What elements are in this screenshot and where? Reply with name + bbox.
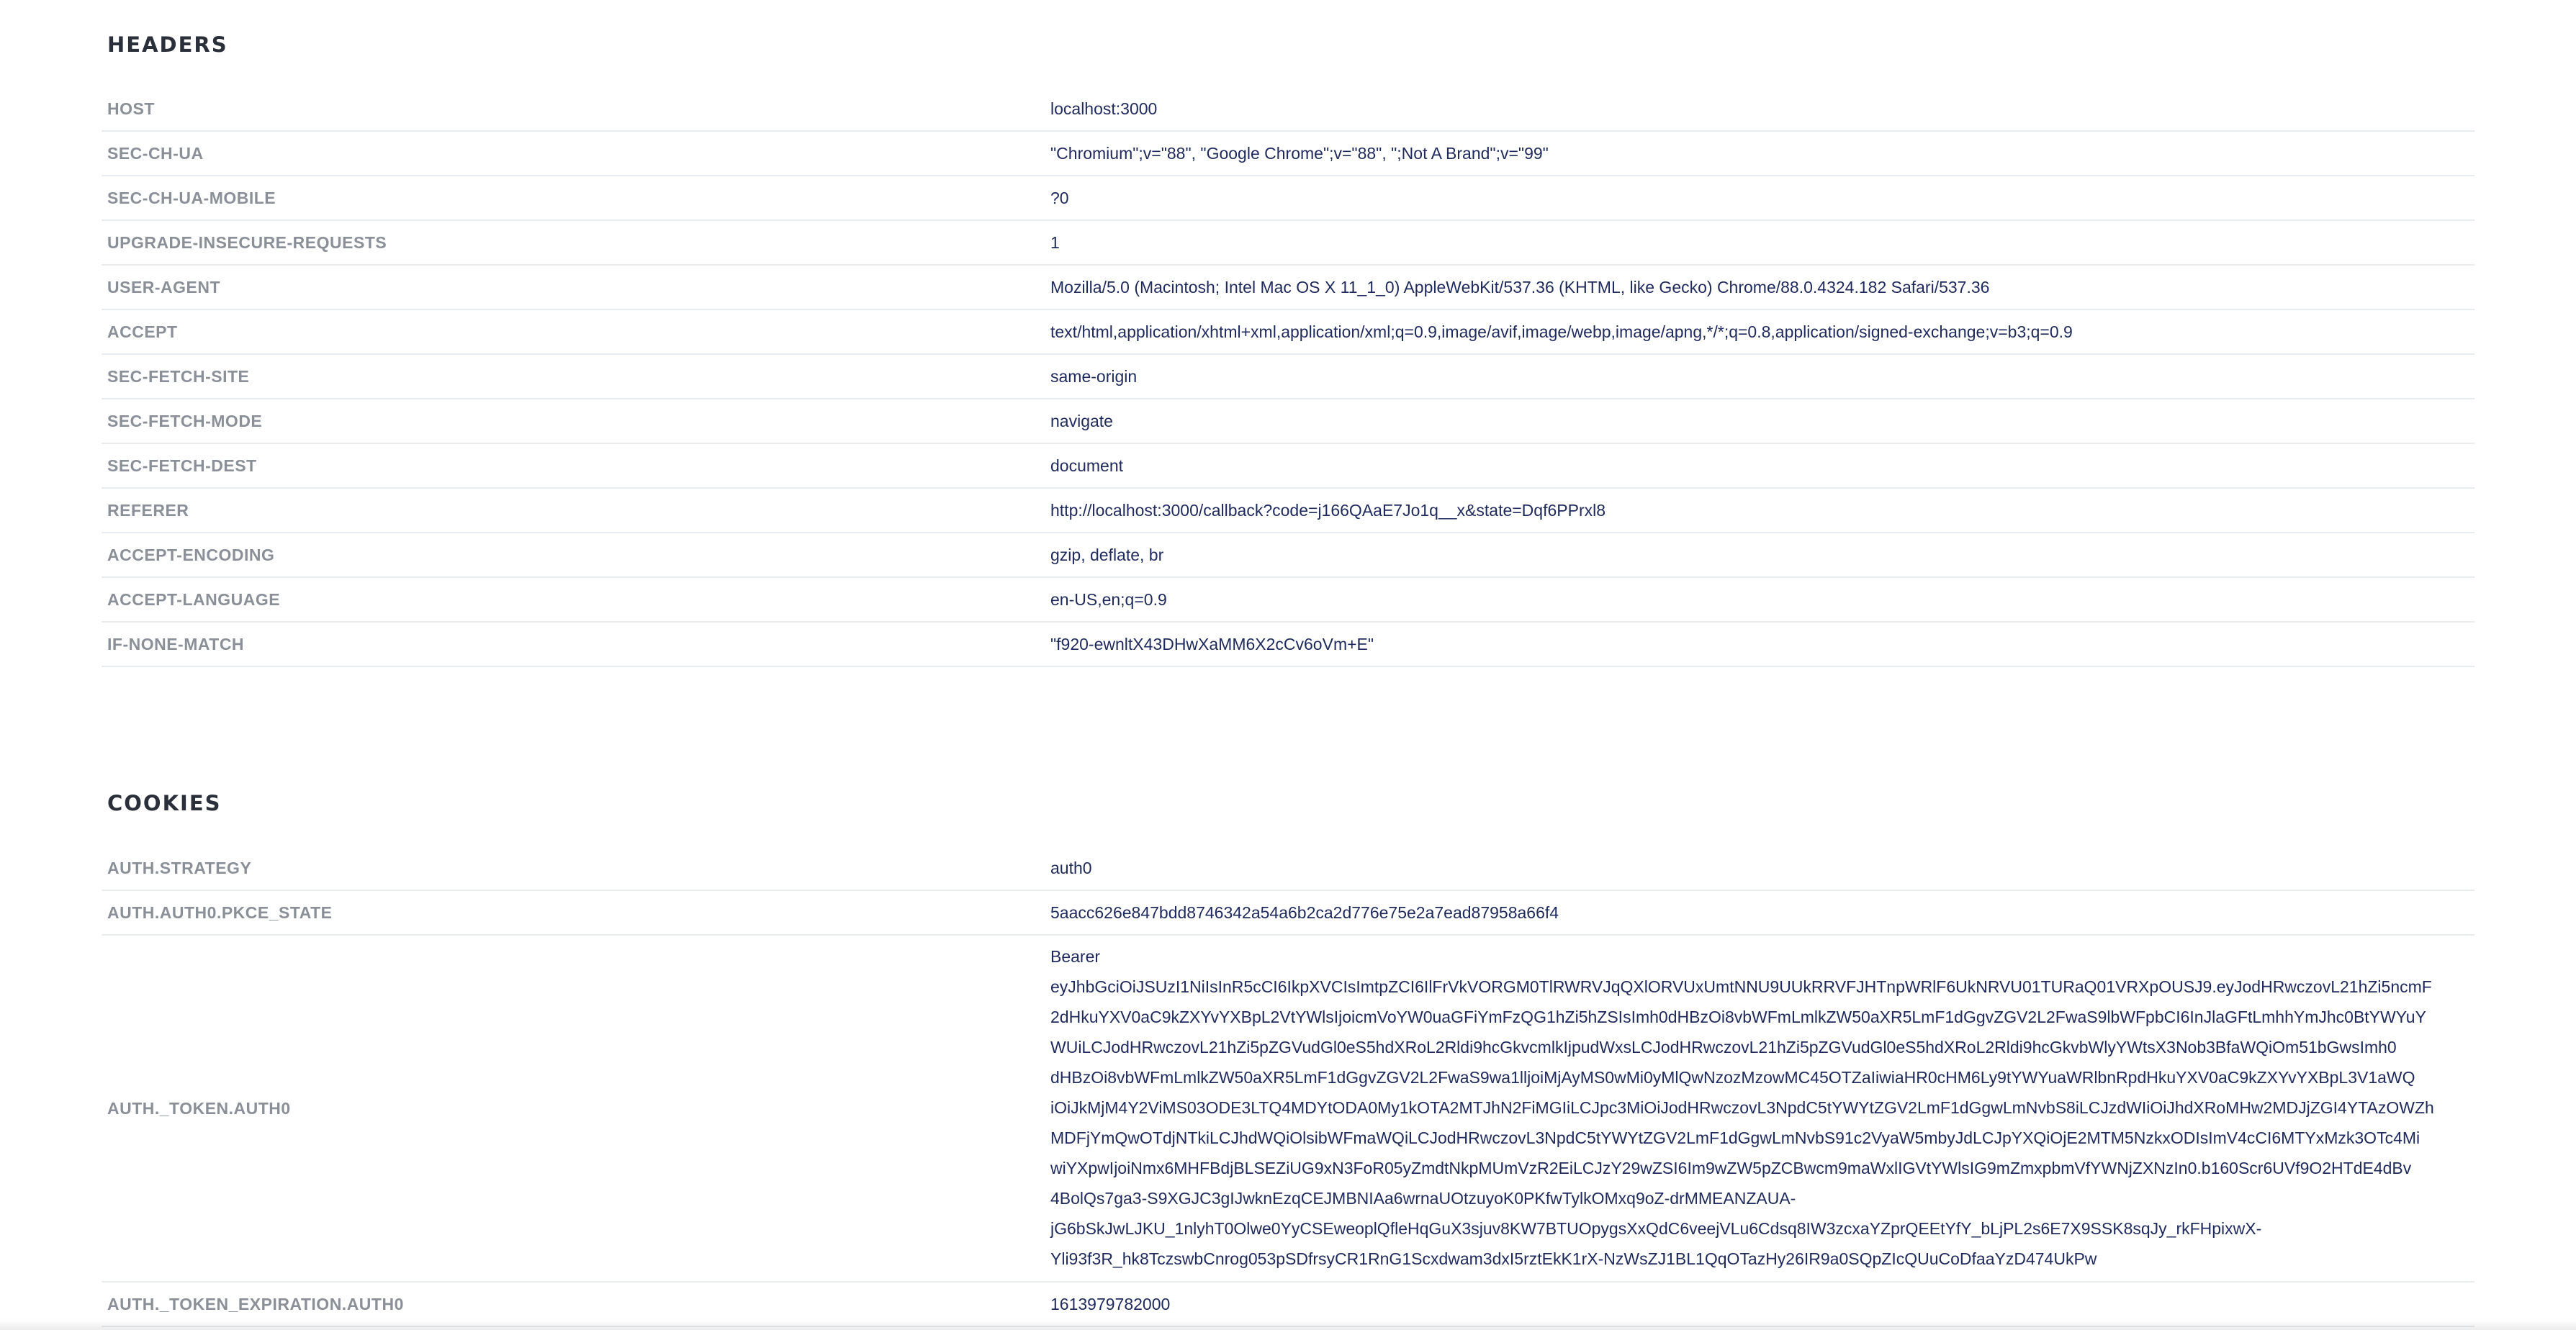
cookie-value-token: Bearer eyJhbGciOiJSUzI1NiIsInR5cCI6IkpXVCIsImtpZCI6IlFrVkVORGM0TlRWRVJqQXlORVUxUmtNNU9UUkRRVFJHTnpWRlF6UkNRVU01TURaQ01VRXpOUSJ9.eyJodHRwczovL21hZi5ncmF 2dHkuYXV0aC9kZXYvYXBpL2VtYWlsIjoicmVoYW0uaGFiYmFzQG1hZi5hZSIsImh0dHBzOi8vbWFmLmlkZW50aXR5LmF1dGgvZGV2L2FwaS9lbWFpbCI6InJlaGFtLmhhYmJhc0BtYWYuY WUiLCJodHRwczovL21hZi5pZGVudGl0eS5hdXRoL2Rldi9hcGkvcmlkIjpudWxsLCJodHRwczovL21hZi5pZGVudGl0eS5hdXRoL2Rldi9hcGkvbWlyYWtsX3Nob3BfaWQiOm51bGwsImh0 dHBzOi8vbWFmLmlkZW50aXR5LmF1dGgvZGV2L2FwaS9wa1lljoiMjAyMS0wMi0yMlQwNzozMzowMC45OTZaIiwiaHR0cHM6Ly9tYWYuaWRlbnRpdHkuYXV0aC9kZXYvYXBpL3V1aWQ iOiJkMjM4Y2ViMS03ODE3LTQ4MDYtODA0My1kOTA2MTJhN2FiMGIiLCJpc3MiOiJodHRwczovL3NpdC5tYWYtZGV2LmF1dGgwLmNvbS8iLCJzdWIiOiJhdXRoMHw2MDJjZGI4YTAzOWZh MDFjYmQwOTdjNTkiLCJhdWQiOlsibWFmaWQiLCJodHRwczovL3NpdC5tYWYtZGV2LmF1dGgwLmNvbS91c2VyaW5mbyJdLCJpYXQiOjE2MTM5NzkxODIsImV4cCI6MTYxMzk3OTc4Mi wiYXpwIjoiNmx6MHFBdjBLSEZiUG9xN3FoR05yZmdtNkpMUmVzR2EiLCJzY29wZSI6Im9wZW5pZCBwcm9maWxlIGVtYWlsIG9mZmxpbmVfYWNjZXNzIn0.b160Scr6UVf9O2HTdE4dBv 4BolQs7ga3-S9XGJC3gIJwknEzqCEJMBNIAa6wrnaUOtzuyoK0PKfwTylkOMxq9oZ-drMMEANZAUA- jG6bSkJwLJKU_1nlyhT0Olwe0YyCSEweoplQfleHqGuX3sjuv8KW7BTUOpygsXxQdC6veejVLu6Cdsq8IW3zcxaYZprQEEtYfY_bLjPL2s6E7X9SSK8sqJy_rkFHpixwX- Yli93f3R_hk8TczswbCnrog053pSDfrsyCR1RnG1Scxdwam3dxI5rztEkK1rX-NzWsZJ1BL1QqOTazHy26IR9a0SQpZIcQUuCoDfaaYzD474UkPw [1050,947,2434,1268]
cookies-section-title: COOKIES [107,791,222,815]
cookie-value: 1613979782000 [1050,1295,1171,1313]
header-row-accept-language [102,578,2474,623]
header-key: REFERER [107,500,189,520]
cookie-key: AUTH._TOKEN_EXPIRATION.AUTH0 [107,1294,404,1313]
header-key: UPGRADE-INSECURE-REQUESTS [107,232,387,252]
header-row-sec-ch-ua [102,132,2474,176]
header-row-sec-fetch-site [102,355,2474,399]
header-value: text/html,application/xhtml+xml,application/xml;q=0.9,image/avif,image/webp,image/apng,*/*;q=0.8,application/signed-exchange;v=b3;q=0.9 [1050,322,2073,341]
header-row-if-none-match [102,623,2474,667]
header-row-user-agent [102,266,2474,310]
cookie-row-auth-token [102,936,2474,1282]
header-row-sec-fetch-dest [102,444,2474,489]
header-value: http://localhost:3000/callback?code=j166QAaE7Jo1q__x&state=Dqf6PPrxl8 [1050,501,1606,520]
header-value: en-US,en;q=0.9 [1050,590,1167,609]
header-key: SEC-FETCH-MODE [107,411,263,430]
header-row-upgrade-insecure-requests [102,221,2474,266]
header-key: ACCEPT [107,322,178,341]
cookies-table [102,846,2474,1327]
header-row-referer [102,489,2474,533]
bottom-shadow [0,1320,2576,1330]
header-row-host [102,87,2474,132]
cookie-key: AUTH._TOKEN.AUTH0 [107,1098,291,1118]
headers-section-title: HEADERS [107,32,228,57]
header-value: "f920-ewnltX43DHwXaMM6X2cCv6oVm+E" [1050,635,1374,653]
header-value: document [1050,456,1124,475]
header-row-accept-encoding [102,533,2474,578]
header-key: IF-NONE-MATCH [107,634,245,653]
header-row-sec-fetch-mode [102,399,2474,444]
header-value: Mozilla/5.0 (Macintosh; Intel Mac OS X 11_1_0) AppleWebKit/537.36 (KHTML, like Gecko) Chrome/88.0.4324.182 Safari/537.36 [1050,278,1990,297]
header-key: SEC-FETCH-SITE [107,366,250,386]
header-value: localhost:3000 [1050,99,1158,118]
header-value: "Chromium";v="88", "Google Chrome";v="88", ";Not A Brand";v="99" [1050,144,1549,163]
header-key: ACCEPT-LANGUAGE [107,589,281,609]
cookie-key: AUTH.STRATEGY [107,858,252,877]
header-value: ?0 [1050,189,1069,207]
cookie-key: AUTH.AUTH0.PKCE_STATE [107,902,333,922]
header-row-sec-ch-ua-mobile [102,176,2474,221]
cookie-row-auth-strategy [102,846,2474,891]
header-key: SEC-CH-UA-MOBILE [107,188,276,207]
header-key: USER-AGENT [107,277,221,297]
header-row-accept [102,310,2474,355]
header-key: SEC-CH-UA [107,143,204,163]
header-value: same-origin [1050,367,1138,386]
header-value: gzip, deflate, br [1050,546,1164,564]
cookie-row-pkce-state [102,891,2474,936]
header-key: HOST [107,99,155,118]
cookie-value: auth0 [1050,859,1092,877]
headers-table [102,87,2474,667]
header-value: navigate [1050,412,1113,430]
header-value: 1 [1050,233,1060,252]
header-key: ACCEPT-ENCODING [107,545,275,564]
cookie-value: 5aacc626e847bdd8746342a54a6b2ca2d776e75e2a7ead87958a66f4 [1050,903,1559,922]
header-key: SEC-FETCH-DEST [107,456,257,475]
